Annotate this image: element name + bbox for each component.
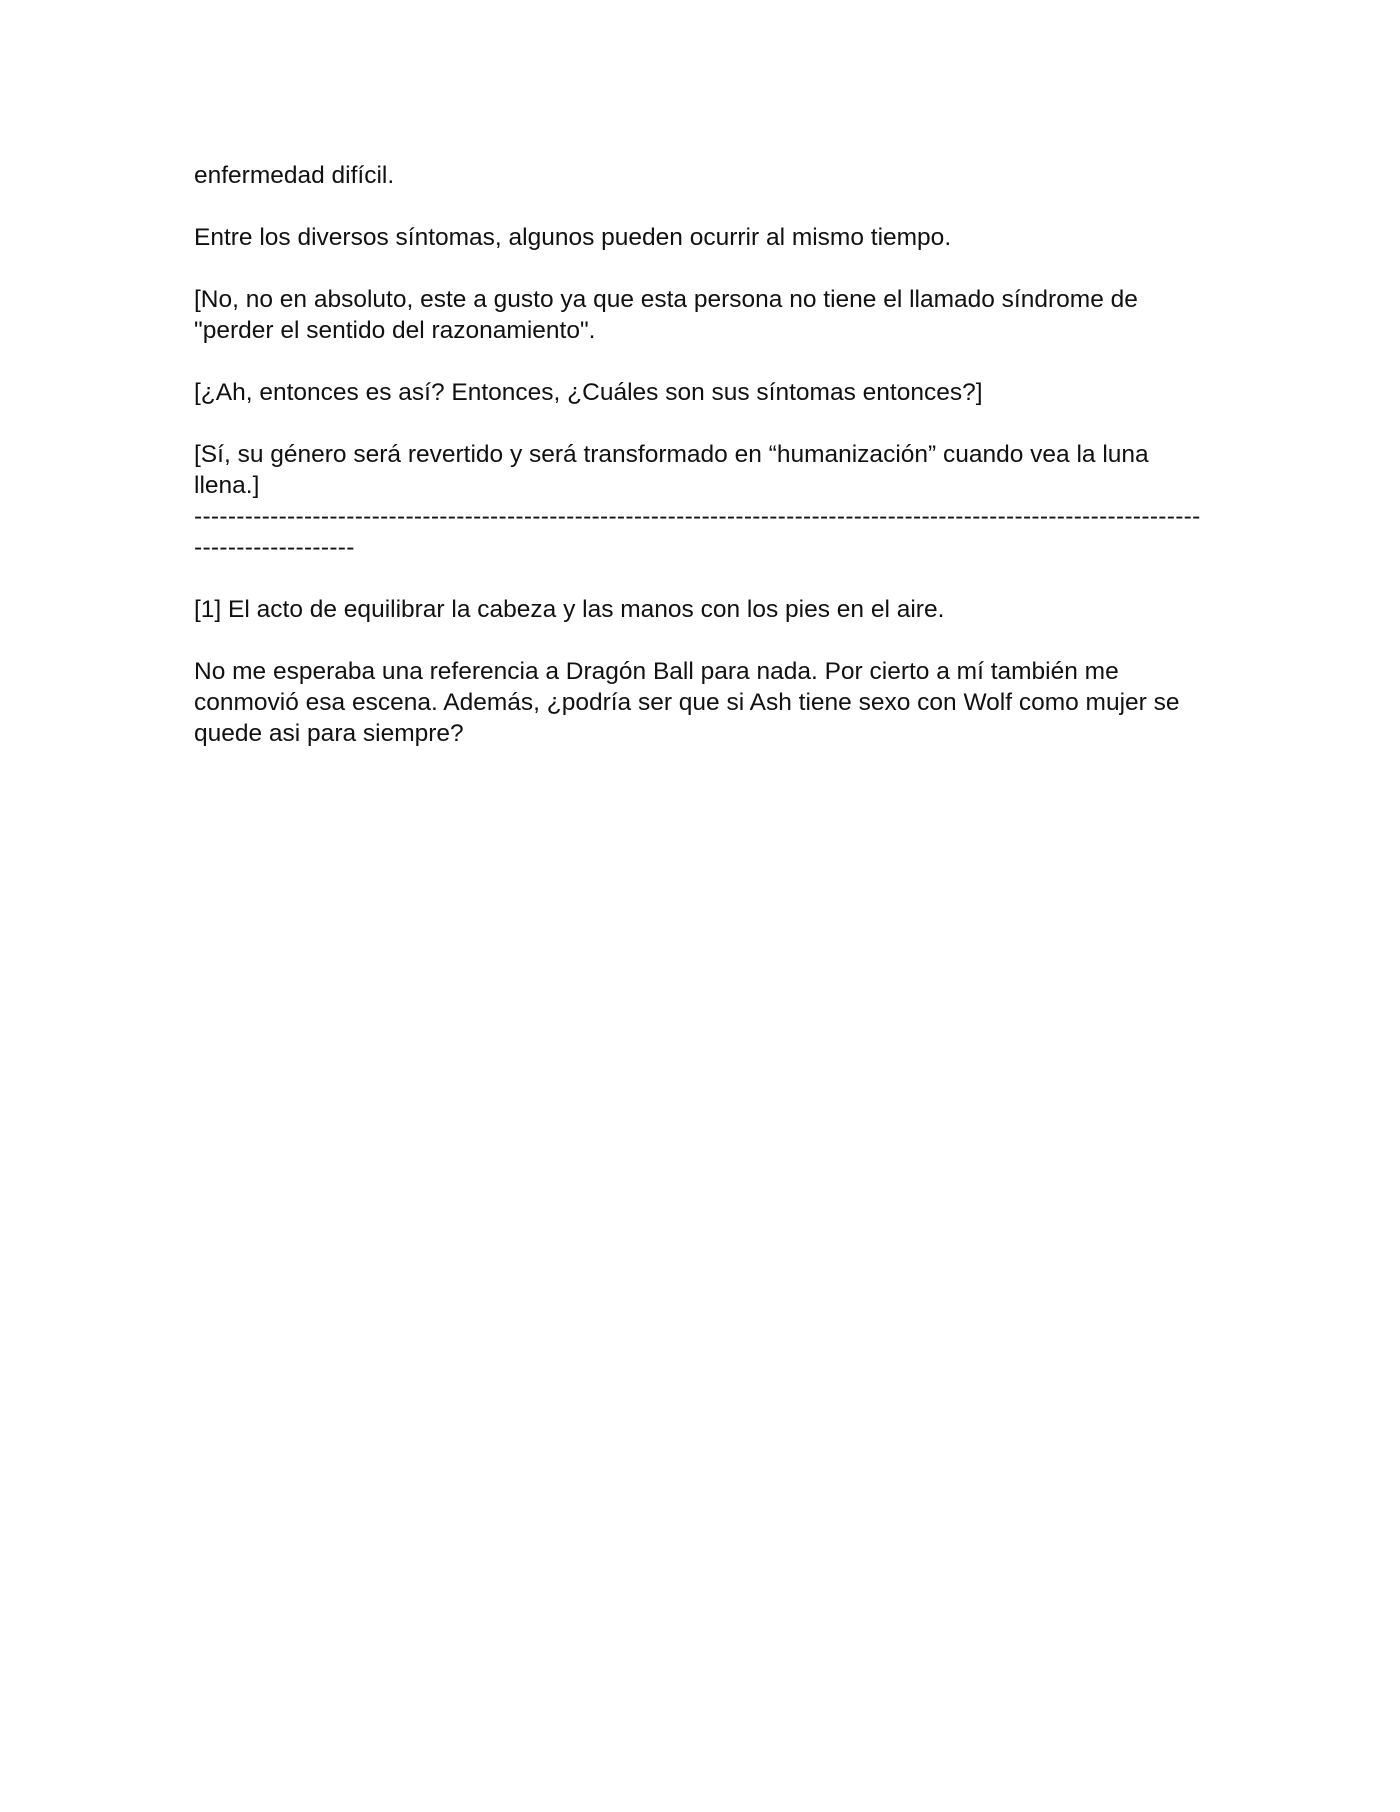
document-body bbox=[194, 160, 1204, 780]
paragraph-dialogue-question: [¿Ah, entonces es así? Entonces, ¿Cuáles son sus síntomas entonces?] bbox=[194, 379, 983, 406]
paragraph-dialogue-reasoning: [No, no en absoluto, este a gusto ya que esta persona no tiene el llamado síndrome de "perder el sentido del razonamiento". bbox=[194, 286, 1138, 344]
footnote: [1] El acto de equilibrar la cabeza y las manos con los pies en el aire. bbox=[194, 596, 945, 623]
paragraph-symptoms: Entre los diversos síntomas, algunos pueden ocurrir al mismo tiempo. bbox=[194, 224, 952, 251]
dashed-separator: ------------------------------------------------------------------------------------------------------------------------------------------ bbox=[194, 503, 1201, 561]
paragraph-dialogue-answer: [Sí, su género será revertido y será transformado en “humanización” cuando vea la luna llena.] bbox=[194, 441, 1149, 499]
paragraph-illness-ending: enfermedad difícil. bbox=[194, 162, 395, 189]
translator-note: No me esperaba una referencia a Dragón Ball para nada. Por cierto a mí también me conmovió esa escena. Además, ¿podría ser que si Ash tiene sexo con Wolf como mujer se quede asi para siempre? bbox=[194, 658, 1180, 747]
